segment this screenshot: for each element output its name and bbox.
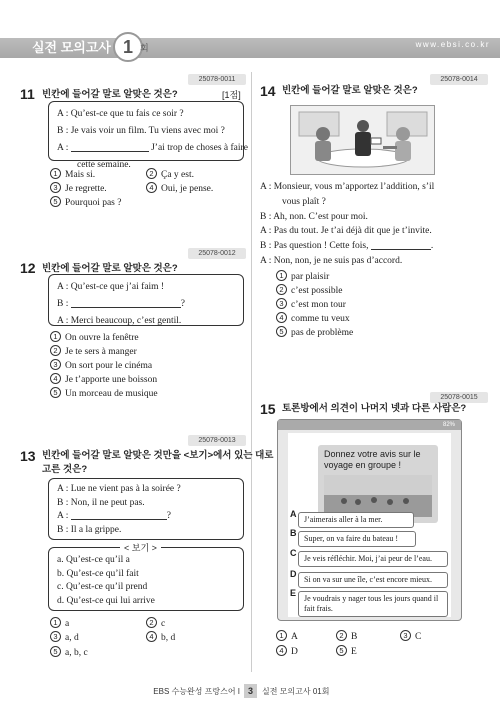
group-travel-photo xyxy=(324,475,432,517)
q15-number: 15 xyxy=(260,401,276,417)
q13-option-1[interactable]: 1 a xyxy=(50,617,69,629)
beach-photo-icon xyxy=(324,475,432,517)
battery-status: 82% xyxy=(442,422,455,428)
footer-section-title: 실전 모의고사 01회 xyxy=(262,687,330,696)
q14-line-4: A : Pas du tout. Je t’ai déjà dit que je t’invite. xyxy=(260,226,432,237)
q15-phone-frame xyxy=(277,419,462,621)
footer-book-title: EBS 수능완성 프랑스어 I xyxy=(153,687,240,696)
q13-dialogue-box xyxy=(48,478,244,540)
header-url: www.ebsi.co.kr xyxy=(415,40,490,49)
page-number: 3 xyxy=(244,684,257,698)
q11-line-2: B : Je vais voir un film. Tu viens avec moi ? xyxy=(57,126,225,136)
q12-question: 빈칸에 들어갈 말로 알맞은 것은? xyxy=(42,263,178,274)
header-title-a: 실전 xyxy=(32,40,58,55)
column-divider xyxy=(251,72,252,672)
reply-d: Si on va sur une île, c’est encore mieux. xyxy=(298,572,448,588)
q13-bogi-box xyxy=(48,547,244,611)
reply-a: J’aimerais aller à la mer. xyxy=(298,512,414,528)
reply-label-e: E xyxy=(290,588,297,598)
q13-option-3[interactable]: 3 a, d xyxy=(50,631,79,643)
q11-option-2[interactable]: 2 Ça y est. xyxy=(146,168,194,180)
q15-option-4[interactable]: 4 D xyxy=(276,645,298,657)
q11-points: [1점] xyxy=(222,90,241,100)
reply-label-a: A xyxy=(290,509,297,519)
q13-bogi-b: b. Qu’est-ce qu’il fait xyxy=(57,568,139,579)
q11-option-3[interactable]: 3 Je regrette. xyxy=(50,182,107,194)
exam-number-badge: 1 xyxy=(113,32,143,62)
q11-line-3: A : J’ai trop de choses à faire xyxy=(57,143,248,153)
reply-label-d: D xyxy=(290,569,297,579)
q14-dialogue xyxy=(260,180,492,269)
q13-bogi-a: a. Qu’est-ce qu’il a xyxy=(57,555,130,565)
q12-code: 25078-0012 xyxy=(188,248,246,259)
q12-line-2: B : ? xyxy=(57,299,185,309)
q13-line-3: A : ? xyxy=(57,511,171,521)
q14-line-6: A : Non, non, je ne suis pas d’accord. xyxy=(260,255,403,266)
q11-option-5[interactable]: 5 Pourquoi pas ? xyxy=(50,196,121,208)
q12-option-1[interactable]: 1 On ouvre la fenêtre xyxy=(50,331,139,343)
restaurant-scene-icon xyxy=(291,106,435,175)
q11-question: 빈칸에 들어갈 말로 알맞은 것은? xyxy=(42,89,178,100)
q14-code: 25078-0014 xyxy=(430,74,488,85)
q13-line-1: A : Lue ne vient pas à la soirée ? xyxy=(57,484,181,494)
q14-number: 14 xyxy=(260,83,276,99)
q14-question: 빈칸에 들어갈 말로 알맞은 것은? xyxy=(282,85,418,96)
exam-number-suffix: 회 xyxy=(140,43,149,53)
q12-option-3[interactable]: 3 On sort pour le cinéma xyxy=(50,359,152,371)
q13-bogi-c: c. Qu’est-ce qu’il prend xyxy=(57,582,148,592)
q15-option-2[interactable]: 2 B xyxy=(336,630,357,642)
q13-question-line1: 빈칸에 들어갈 말로 알맞은 것만을 <보기>에서 있는 대로 xyxy=(42,450,274,461)
q11-option-4[interactable]: 4 Oui, je pense. xyxy=(146,182,213,194)
q14-line-1: A : Monsieur, vous m’apportez l’addition, s’il xyxy=(260,182,435,192)
q11-line-4: cette semaine. xyxy=(77,160,131,170)
phone-status-bar xyxy=(278,420,461,430)
q13-option-4[interactable]: 4 b, d xyxy=(146,631,175,643)
q14-option-5[interactable]: 5 pas de problème xyxy=(276,326,353,338)
q14-restaurant-illustration xyxy=(290,105,435,175)
q12-number: 12 xyxy=(20,260,36,276)
header-title-b: 모의고사 xyxy=(60,40,111,55)
q11-blank xyxy=(71,151,149,152)
q14-option-4[interactable]: 4 comme tu veux xyxy=(276,312,350,324)
q13-bogi-d: d. Qu’est-ce qui lui arrive xyxy=(57,595,155,606)
q12-line-3: A : Merci beaucoup, c’est gentil. xyxy=(57,316,182,326)
q12-option-5[interactable]: 5 Un morceau de musique xyxy=(50,387,158,399)
q13-option-5[interactable]: 5 a, b, c xyxy=(50,646,88,658)
q13-number: 13 xyxy=(20,448,36,464)
q14-option-3[interactable]: 3 c’est mon tour xyxy=(276,298,346,310)
q11-dialogue-box xyxy=(48,101,248,170)
reply-b: Super, on va faire du bateau ! xyxy=(298,531,416,547)
q12-dialogue-box xyxy=(48,274,244,326)
q13-question-line2: 고른 것은? xyxy=(42,464,88,475)
page-footer xyxy=(0,684,500,698)
reply-label-b: B xyxy=(290,528,297,538)
q14-option-2[interactable]: 2 c’est possible xyxy=(276,284,342,296)
q13-code: 25078-0013 xyxy=(188,435,246,446)
q11-code: 25078-0011 xyxy=(188,74,246,85)
reply-e: Je voudrais y nager tous les jours quand il fait frais. xyxy=(298,591,448,617)
q15-option-3[interactable]: 3 C xyxy=(400,630,421,642)
q14-option-1[interactable]: 1 par plaisir xyxy=(276,270,329,282)
q15-prompt-text: Donnez votre avis sur le voyage en groupe ! xyxy=(324,449,421,470)
q13-option-2[interactable]: 2 c xyxy=(146,617,165,629)
q11-option-1[interactable]: 1 Mais si. xyxy=(50,168,95,180)
q11-number: 11 xyxy=(20,86,35,102)
q11-line-1: A : Qu’est-ce que tu fais ce soir ? xyxy=(57,109,184,119)
q12-option-4[interactable]: 4 Je t’apporte une boisson xyxy=(50,373,157,385)
q15-question: 토론방에서 의견이 나머지 넷과 다른 사람은? xyxy=(282,403,467,414)
q12-blank xyxy=(71,307,181,308)
reply-label-c: C xyxy=(290,548,297,558)
q13-line-2: B : Non, il ne peut pas. xyxy=(57,497,145,508)
page-header xyxy=(0,36,500,60)
header-title xyxy=(32,36,111,60)
q12-option-2[interactable]: 2 Je te sers à manger xyxy=(50,345,137,357)
q13-bogi-label: < 보기 > xyxy=(120,541,161,554)
reply-c: Je veis réfléchir. Moi, j’ai peur de l’eau. xyxy=(298,551,448,567)
q14-line-2: vous plaît ? xyxy=(282,196,326,207)
q14-blank xyxy=(371,249,431,250)
q13-blank xyxy=(71,519,167,520)
q15-option-1[interactable]: 1 A xyxy=(276,630,298,642)
q15-option-5[interactable]: 5 E xyxy=(336,645,357,657)
q14-line-5: B : Pas question ! Cette fois, . xyxy=(260,241,434,252)
q15-code: 25078-0015 xyxy=(430,392,488,403)
q12-line-1: A : Qu’est-ce que j’ai faim ! xyxy=(57,282,165,292)
q14-line-3: B : Ah, non. C’est pour moi. xyxy=(260,211,368,222)
q13-line-4: B : Il a la grippe. xyxy=(57,524,122,535)
